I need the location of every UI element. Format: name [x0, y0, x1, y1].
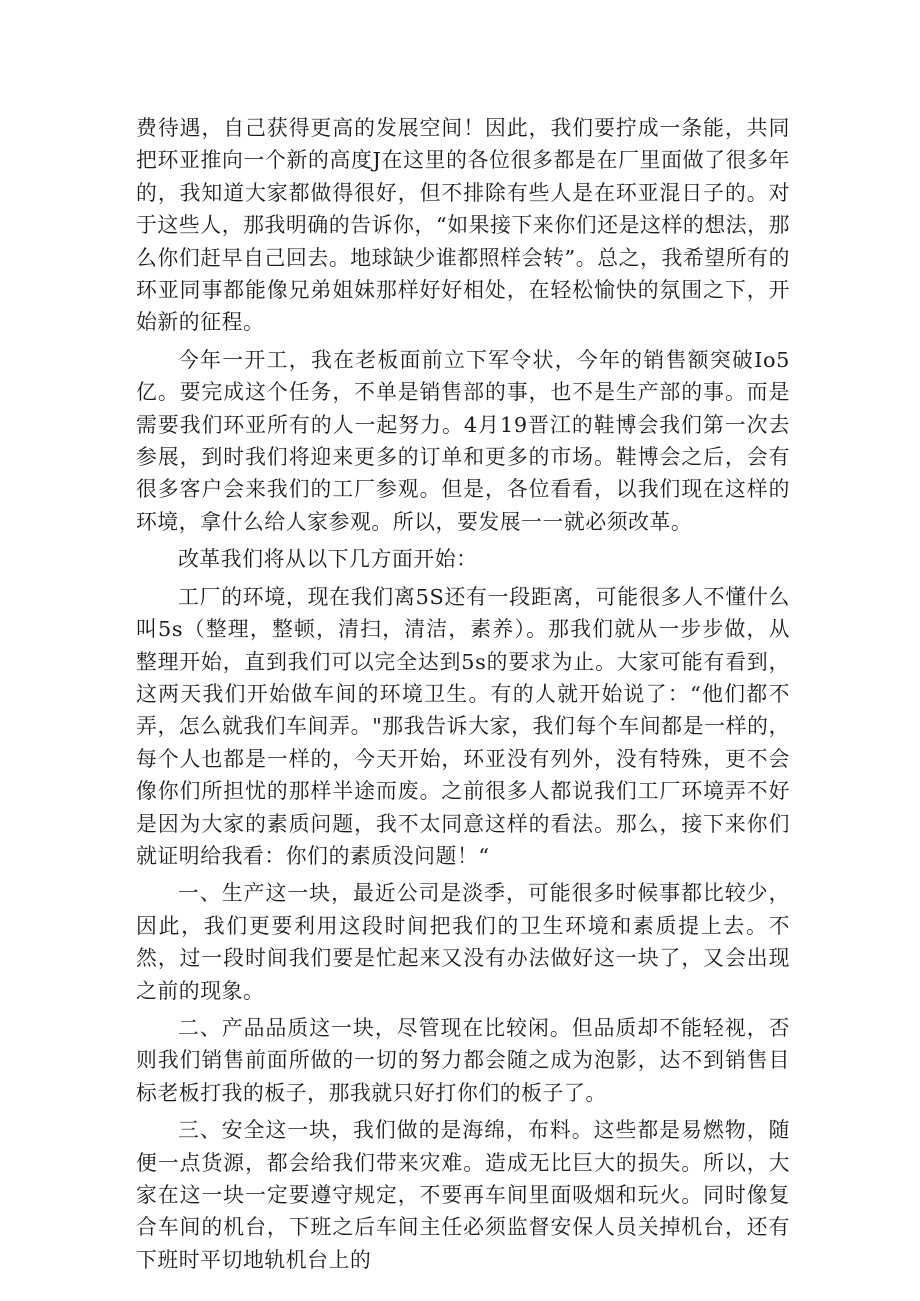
paragraph-reform-intro: 改革我们将从以下几方面开始： [178, 547, 478, 572]
paragraph-sales-target: 今年一开工，我在老板面前立下军令状，今年的销售额突破Io5亿。要完成这个任务，不单是销售部的事，也不是生产部的事。而是需要我们环亚所有的人一起努力。4月19晋江的鞋博会我们第一次去参展，到时我们将迎来更多的订单和更多的市场。鞋博会之后，会有很多客户会来我们的工厂参观。但是，各位看看，以我们现在这样的环境，拿什么给人家参观。所以，要发展一一就必须改革。 [136, 347, 790, 534]
paragraph-production: 一、生产这一块，最近公司是淡季，可能很多时候事都比较少，因此，我们更要利用这段时间把我们的卫生环境和素质提上去。不然，过一段时间我们要是忙起来又没有办法做好这一块了，又会出现之前的现象。 [136, 881, 790, 1003]
paragraph-factory-environment: 工厂的环境，现在我们离5S还有一段距离，可能很多人不懂什么叫5s（整理，整顿，清扫，清洁，素养）。那我们就从一步步做，从整理开始，直到我们可以完全达到5s的要求为止。大家可能有看到，这两天我们开始做车间的环境卫生。有的人就开始说了：“他们都不弄，怎么就我们车间弄。"那我告诉大家，我们每个车间都是一样的，每个人也都是一样的，今天开始，环亚没有列外，没有特殊，更不会像你们所担忧的那样半途而废。之前很多人都说我们工厂环境弄不好是因为大家的素质问题，我不太同意这样的看法。那么，接下来你们就证明给我看：你们的素质没问题！“ [136, 584, 790, 868]
paragraph-continuation: 费待遇，自己获得更高的发展空间！因此，我们要拧成一条能，共同把环亚推向一个新的高度J在这里的各位很多都是在厂里面做了很多年的，我知道大家都做得很好，但不排除有些人是在环亚混日子的。对于这些人，那我明确的告诉你，“如果接下来你们还是这样的想法，那么你们赶早自己回去。地球缺少谁都照样会转”。总之，我希望所有的环亚同事都能像兄弟姐妹那样好好相处，在轻松愉快的氛围之下，开始新的征程。 [136, 116, 790, 335]
document-body [136, 112, 790, 1281]
paragraph-quality: 二、产品品质这一块，尽管现在比较闲。但品质却不能轻视，否则我们销售前面所做的一切的努力都会随之成为泡影，达不到销售目标老板打我的板子，那我就只好打你们的板子了。 [136, 1015, 790, 1105]
paragraph-safety: 三、安全这一块，我们做的是海绵，布料。这些都是易燃物，随便一点货源，都会给我们带来灾难。造成无比巨大的损失。所以，大家在这一块一定要遵守规定，不要再车间里面吸烟和玩火。同时像复合车间的机台，下班之后车间主任必须监督安保人员关掉机台，还有下班时平切地轨机台上的 [136, 1118, 790, 1272]
